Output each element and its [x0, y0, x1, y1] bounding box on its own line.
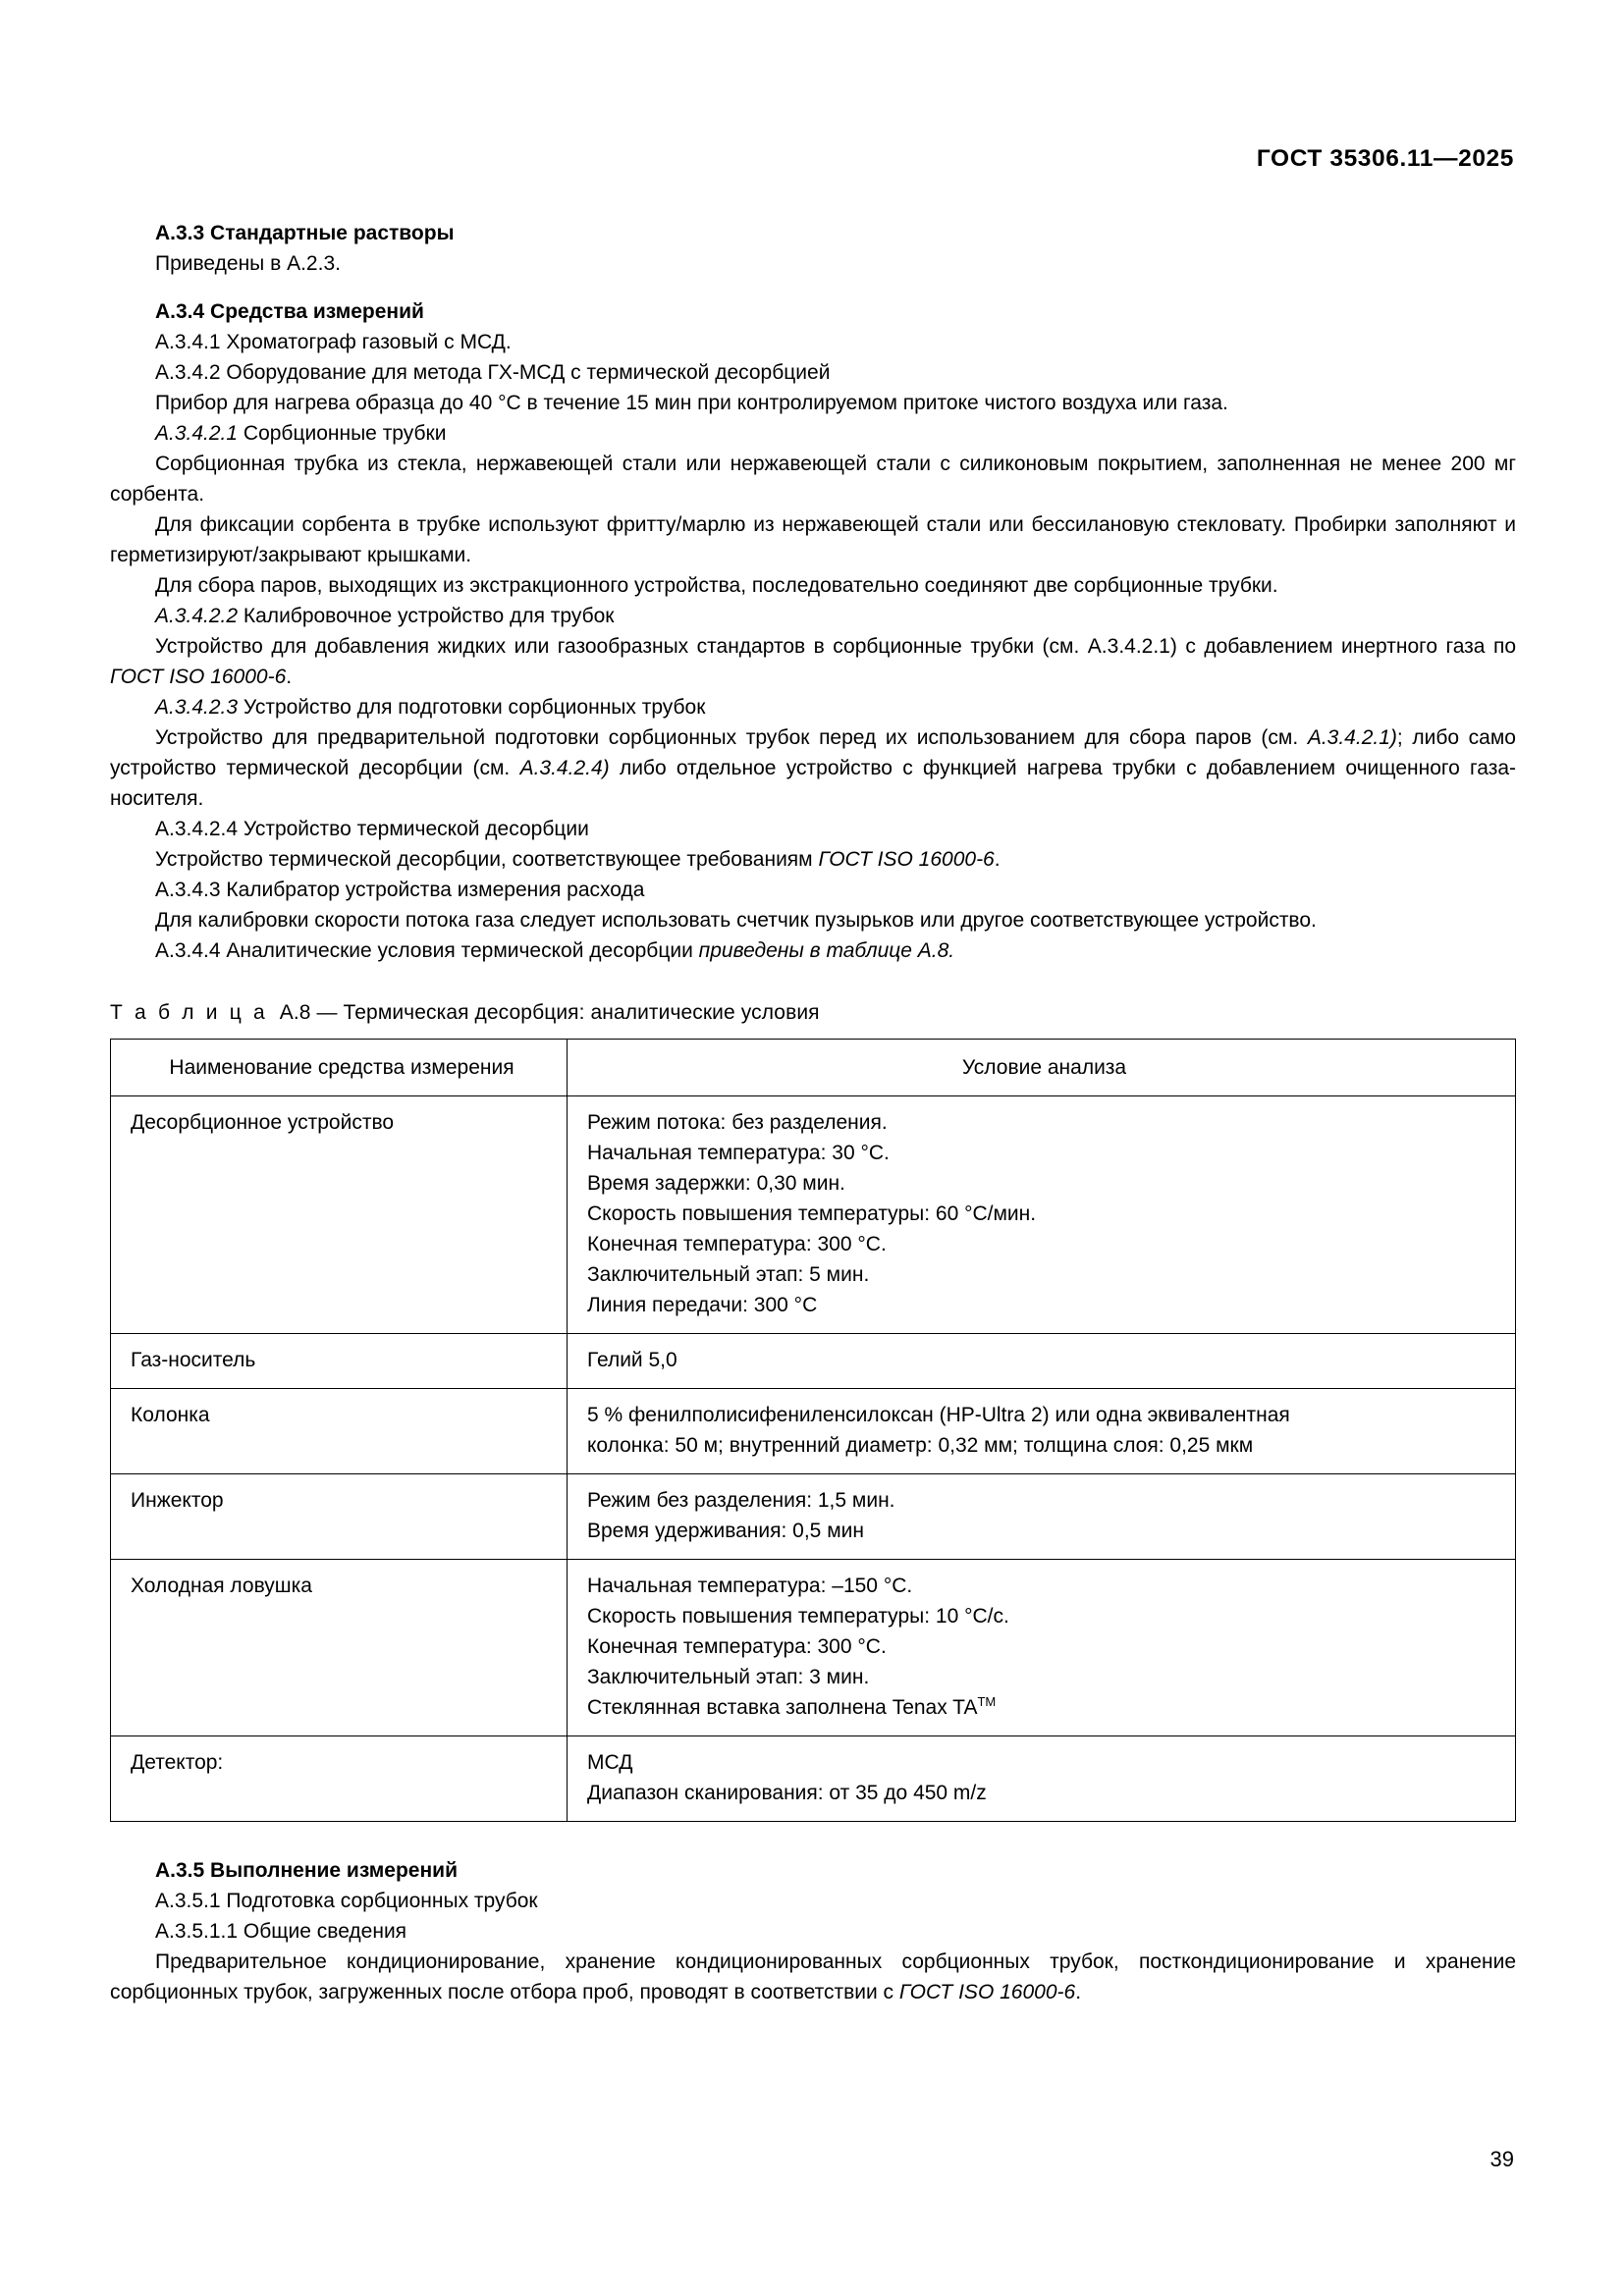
paragraph-a-3-4-2-3-number: А.3.4.2.3: [155, 696, 239, 719]
table-a8-caption-text: А.8 — Термическая десорбция: аналитические условия: [279, 1001, 820, 1024]
paragraph-a-3-5-1: А.3.5.1 Подготовка сорбционных трубок: [155, 1890, 538, 1912]
paragraph-a-3-4-2-4-body: [110, 844, 1516, 875]
condition-line: Время задержки: 0,30 мин.: [587, 1172, 845, 1195]
trademark-superscript: TM: [977, 1694, 997, 1709]
condition-line: Режим потока: без разделения.: [587, 1111, 888, 1134]
table-row: [111, 1736, 1516, 1822]
section-heading-a-3-5: А.3.5 Выполнение измерений: [155, 1859, 458, 1882]
condition-line: Время удерживания: 0,5 мин: [587, 1520, 864, 1542]
paragraph-a-3-4-2-1-p2: Для фиксации сорбента в трубке используют фритту/марлю из нержавеющей стали или бессилановую стекловату. Пробирки заполняют и герметизируют/закрывают крышками.: [110, 513, 1516, 566]
condition-line: Заключительный этап: 5 мин.: [587, 1263, 870, 1286]
paragraph-a-3-4-2-1-text: Сорбционные трубки: [238, 422, 447, 445]
table-row: [111, 1560, 1516, 1736]
table-cell-name: Инжектор: [111, 1474, 568, 1560]
table-column-header-name: Наименование средства измерения: [111, 1040, 568, 1096]
table-a8-caption-label: Т а б л и ц а: [110, 1001, 268, 1024]
table-cell-name: Детектор:: [111, 1736, 568, 1822]
a-3-4-2-4-body-pre: Устройство термической десорбции, соответствующее требованиям: [155, 848, 819, 871]
table-column-header-condition: Условие анализа: [568, 1040, 1516, 1096]
a-3-4-4-table-reference: приведены в таблице А.8.: [698, 939, 955, 962]
paragraph-a-3-4-2-3-title: [110, 692, 1516, 722]
paragraph-a-3-4-2-1-p3: Для сбора паров, выходящих из экстракционного устройства, последовательно соединяют две сорбционные трубки.: [155, 574, 1278, 597]
paragraph-a-3-4-2-1-title: [110, 418, 1516, 449]
a-3-4-2-3-ref-1: А.3.4.2.1): [1307, 726, 1397, 749]
condition-line: Гелий 5,0: [587, 1349, 677, 1371]
paragraph-a-3-4-2-2-title: [110, 601, 1516, 631]
paragraph-a-3-4-2-4-title: А.3.4.2.4 Устройство термической десорбции: [155, 818, 589, 840]
table-cell-condition: [568, 1474, 1516, 1560]
table-a8-caption: [110, 1001, 1516, 1025]
table-cell-name: Газ-носитель: [111, 1334, 568, 1389]
condition-line-tenax: Стеклянная вставка заполнена Tenax TA™: [587, 1694, 997, 1719]
page-header-standard: ГОСТ 35306.11—2025: [1256, 145, 1514, 172]
condition-line: Диапазон сканирования: от 35 до 450 m/z: [587, 1782, 987, 1804]
condition-line: Скорость повышения температуры: 60 °C/мин.: [587, 1202, 1037, 1225]
paragraph-a-3-4-1: А.3.4.1 Хроматограф газовый с МСД.: [155, 331, 512, 353]
condition-line: Начальная температура: 30 °C.: [587, 1142, 890, 1164]
section-a-3-3-body: Приведены в А.2.3.: [155, 252, 341, 275]
paragraph-a-3-4-2-body: Прибор для нагрева образца до 40 °C в течение 15 мин при контролируемом притоке чистого воздуха или газа.: [155, 392, 1228, 414]
a-3-5-1-1-reference: ГОСТ ISO 16000-6: [898, 1981, 1076, 2003]
table-header-row: [111, 1040, 1516, 1096]
condition-line: МСД: [587, 1751, 633, 1774]
table-row: [111, 1474, 1516, 1560]
table-cell-condition: [568, 1560, 1516, 1736]
page-number: 39: [1489, 2147, 1514, 2171]
paragraph-a-3-4-2-2-body: [110, 631, 1516, 692]
a-3-4-2-4-body-post: .: [994, 848, 1001, 871]
table-a8: [110, 1039, 1516, 1822]
a-3-5-1-1-body-pre: Предварительное кондиционирование, хранение кондиционированных сорбционных трубок, посткондиционирование и хранение сорбционных трубок, загруженных после отбора проб, проводят в соответствии с: [110, 1950, 1516, 2003]
paragraph-a-3-4-4: [110, 935, 1516, 966]
a-3-5-1-1-body-post: .: [1075, 1981, 1082, 2003]
paragraph-a-3-4-2-2-text: Калибровочное устройство для трубок: [238, 605, 615, 627]
a-3-4-2-3-body-2: ; либо само устройство термической десорбции (см.: [110, 726, 1516, 779]
paragraph-a-3-4-2: А.3.4.2 Оборудование для метода ГХ-МСД с термической десорбцией: [155, 361, 831, 384]
condition-line: Скорость повышения температуры: 10 °C/c.: [587, 1605, 1009, 1628]
paragraph-a-3-4-2-3-body: [110, 722, 1516, 814]
table-row: [111, 1334, 1516, 1389]
a-3-4-2-3-body-1: Устройство для предварительной подготовки сорбционных трубок перед их использованием для сбора паров (см.: [155, 726, 1308, 749]
table-cell-condition: [568, 1334, 1516, 1389]
section-heading-a-3-4: А.3.4 Средства измерений: [155, 300, 424, 323]
a-3-4-4-body-pre: А.3.4.4 Аналитические условия термической десорбции: [155, 939, 699, 962]
table-cell-name: Десорбционное устройство: [111, 1096, 568, 1334]
paragraph-a-3-4-3-body: Для калибровки скорости потока газа следует использовать счетчик пузырьков или другое соответствующее устройство.: [155, 909, 1317, 932]
paragraph-a-3-4-2-2-number: А.3.4.2.2: [155, 605, 239, 627]
table-cell-condition: [568, 1736, 1516, 1822]
a-3-4-2-4-reference: ГОСТ ISO 16000-6: [818, 848, 995, 871]
table-cell-name: Колонка: [111, 1389, 568, 1474]
condition-line: Режим без разделения: 1,5 мин.: [587, 1489, 895, 1512]
section-heading-a-3-3: А.3.3 Стандартные растворы: [155, 222, 455, 244]
condition-line: 5 % фенилполисифениленсилоксан (HP-Ultra 2) или одна эквивалентная: [587, 1404, 1290, 1426]
paragraph-a-3-5-1-1-body: [110, 1947, 1516, 2007]
a-3-4-2-3-body-3: либо отдельное устройство с функцией нагрева трубки с добавлением очищенного газа-носителя.: [110, 757, 1517, 810]
table-cell-condition: [568, 1389, 1516, 1474]
table-cell-condition: [568, 1096, 1516, 1334]
page-content: [110, 218, 1516, 2007]
paragraph-a-3-4-2-3-text: Устройство для подготовки сорбционных трубок: [238, 696, 706, 719]
paragraph-a-3-4-2-1-number: А.3.4.2.1: [155, 422, 239, 445]
condition-line: Линия передачи: 300 °C: [587, 1294, 818, 1316]
condition-line: Начальная температура: –150 °C.: [587, 1575, 913, 1597]
table-row: [111, 1389, 1516, 1474]
table-cell-name: Холодная ловушка: [111, 1560, 568, 1736]
a-3-4-2-2-reference: ГОСТ ISO 16000-6: [110, 666, 287, 688]
paragraph-a-3-4-3-title: А.3.4.3 Калибратор устройства измерения расхода: [155, 879, 645, 901]
a-3-4-2-2-body-pre: Устройство для добавления жидких или газообразных стандартов в сорбционные трубки (см. А.3.4.2.1) с добавлением инертного газа по: [155, 635, 1516, 658]
condition-line: Заключительный этап: 3 мин.: [587, 1666, 870, 1688]
condition-line: Конечная температура: 300 °C.: [587, 1635, 887, 1658]
a-3-4-2-3-ref-2: А.3.4.2.4): [519, 757, 610, 779]
condition-line: колонка: 50 м; внутренний диаметр: 0,32 мм; толщина слоя: 0,25 мкм: [587, 1434, 1254, 1457]
paragraph-a-3-5-1-1: А.3.5.1.1 Общие сведения: [155, 1920, 407, 1943]
a-3-4-2-2-body-post: .: [286, 666, 293, 688]
paragraph-a-3-4-2-1-p1: Сорбционная трубка из стекла, нержавеющей стали или нержавеющей стали с силиконовым покрытием, заполненная не менее 200 мг сорбента.: [110, 453, 1516, 506]
condition-line: Конечная температура: 300 °C.: [587, 1233, 887, 1255]
table-row: [111, 1096, 1516, 1334]
